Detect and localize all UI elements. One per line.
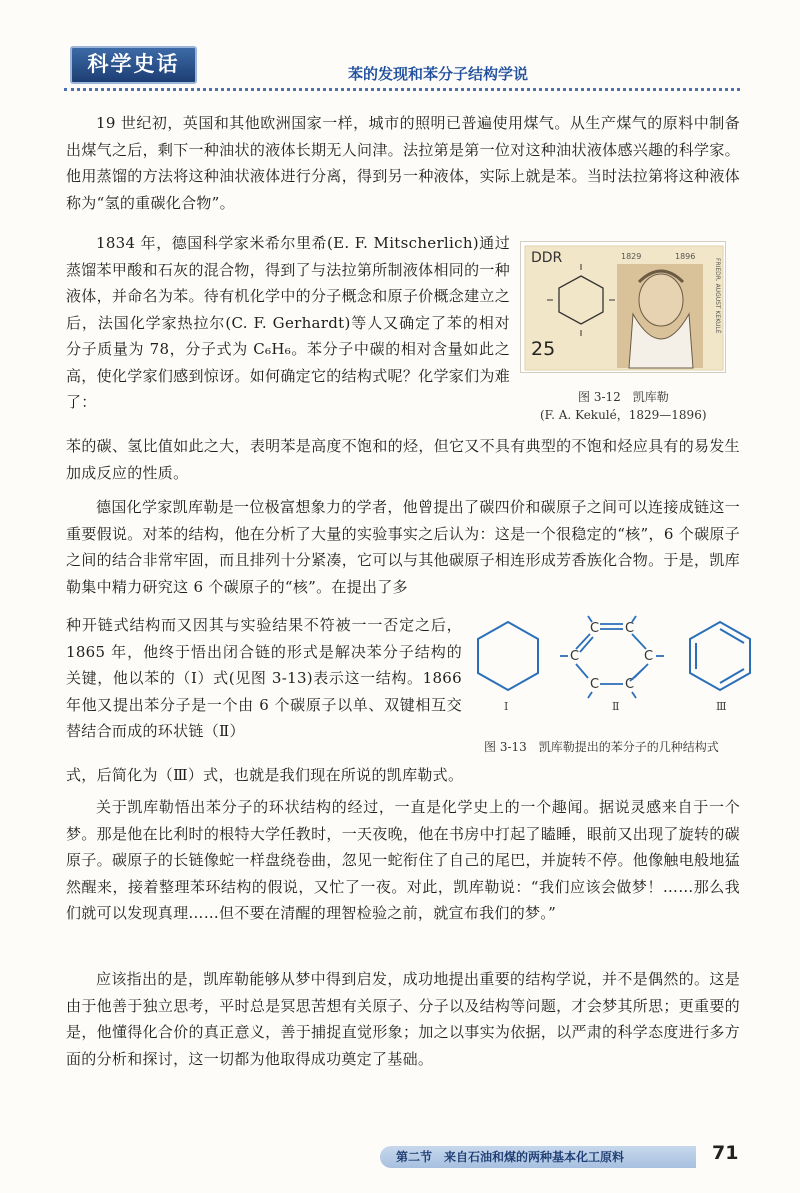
svg-text:C: C — [590, 621, 600, 636]
structure-label-3: Ⅲ — [716, 700, 727, 713]
figure-13-caption: 图 3-13 凯库勒提出的苯分子的几种结构式 — [484, 740, 719, 754]
paragraph-3-side: 种开链式结构而又因其与实验结果不符被一一否定之后，1865 年，他终于悟出闭合链的形式是解决苯分子结构的关键，他以苯的（Ⅰ）式(见图 3-13)表示这一结构。1866 年他又提出苯分子是一个由 6 个碳原子以单、双键相互交替结合而成的环状链（Ⅱ） — [66, 616, 462, 740]
stamp-year-death: 1896 — [675, 252, 696, 261]
paragraph-2-full: 苯的碳、氢比值如此之大，表明苯是高度不饱和的烃，但它又不具有典型的不饱和烃应具有的易发生加成反应的性质。 — [66, 437, 740, 482]
chapter-title: 苯的发现和苯分子结构学说 — [348, 65, 529, 83]
structure-1-hexagon — [478, 622, 538, 690]
figure-12-caption-line1: 图 3-12 凯库勒 — [578, 390, 669, 404]
stamp-year-birth: 1829 — [621, 252, 642, 261]
paragraph-2-side: 1834 年，德国科学家米希尔里希(E. F. Mitscherlich)通过蒸馏苯甲酸和石灰的混合物，得到了与法拉第所制液体相同的一种液体，并命名为苯。待有机化学中的分子概念和原子价概念建立之后，法国化学家热拉尔(C. F. Gerhardt)等人又确定了苯的相对分子质量为 78，分子式为 C₆H₆。苯分子中碳的相对含量如此之高，使化学家们感到惊讶。如何确定它的结构式呢？化学家们为难了： — [66, 234, 510, 411]
paragraph-5: 应该指出的是，凯库勒能够从梦中得到启发，成功地提出重要的结构学说，并不是偶然的。这是由于他善于独立思考，平时总是冥思苦想有关原子、分子以及结构等问题，才会梦其所思；更重要的是，他懂得化合价的真正意义，善于捕捉直觉形象；加之以事实为依据，以严肃的科学态度进行多方面的分析和探讨，这一切都为他取得成功奠定了基础。 — [66, 970, 740, 1068]
page-number: 71 — [712, 1142, 739, 1164]
paragraph-4: 关于凯库勒悟出苯分子的环状结构的经过，一直是化学史上的一个趣闻。据说灵感来自于一个梦。那是他在比利时的根特大学任教时，一天夜晚，他在书房中打起了瞌睡，眼前又出现了旋转的碳原子。碳原子的长链像蛇一样盘绕卷曲，忽见一蛇衔住了自己的尾巴，并旋转不停。他像触电般地猛然醒来，接着整理苯环结构的假说，又忙了一夜。对此，凯库勒说：“我们应该会做梦！……那么我们就可以发现真理……但不要在清醒的理智检验之前，就宣布我们的梦。” — [66, 798, 740, 922]
paragraph-3-tail: 式，后简化为（Ⅲ）式，也就是我们现在所说的凯库勒式。 — [66, 766, 464, 784]
stamp-country: DDR — [531, 250, 563, 266]
structure-label-1: Ⅰ — [504, 700, 509, 713]
structure-label-2: Ⅱ — [612, 700, 620, 713]
stamp-side-text: FRIEDR. AUGUST KEKULÉ — [714, 258, 721, 334]
stamp-value: 25 — [531, 338, 556, 360]
paragraph-1: 19 世纪初，英国和其他欧洲国家一样，城市的照明已普遍使用煤气。从生产煤气的原料中制备出煤气之后，剩下一种油状的液体长期无人问津。法拉第是第一位对这种油状液体感兴趣的科学家。他用蒸馏的方法将这种油状液体进行分离，得到另一种液体，实际上就是苯。当时法拉第将这种液体称为“氢的重碳化合物”。 — [66, 114, 740, 212]
benzene-structures-figure — [470, 612, 766, 722]
section-badge: 科学史话 — [70, 46, 197, 84]
svg-text:C: C — [625, 677, 635, 692]
header-divider — [64, 88, 740, 91]
kekule-stamp-image — [520, 241, 726, 373]
paragraph-3-full: 德国化学家凯库勒是一位极富想象力的学者，他曾提出了碳四价和碳原子之间可以连接成链这一重要假说。对苯的结构，他在分析了大量的实验事实之后认为：这是一个很稳定的“核”，6 个碳原子之间的结合非常牢固，而且排列十分紧凑，它可以与其他碳原子相连形成芳香族化合物。于是，凯库勒集中精力研究这 6 个碳原子的“核”。在提出了多 — [66, 498, 740, 596]
structure-2-kekule — [570, 621, 653, 692]
footer-section-bar: 第二节 来自石油和煤的两种基本化工原料 — [380, 1146, 696, 1168]
svg-text:C: C — [625, 621, 635, 636]
svg-text:C: C — [644, 649, 654, 664]
svg-text:C: C — [570, 649, 580, 664]
page-header — [0, 0, 800, 96]
svg-text:C: C — [590, 677, 600, 692]
structure-3-hexagon — [690, 622, 750, 690]
figure-12-caption-line2: (F. A. Kekulé，1829—1896) — [540, 408, 707, 422]
